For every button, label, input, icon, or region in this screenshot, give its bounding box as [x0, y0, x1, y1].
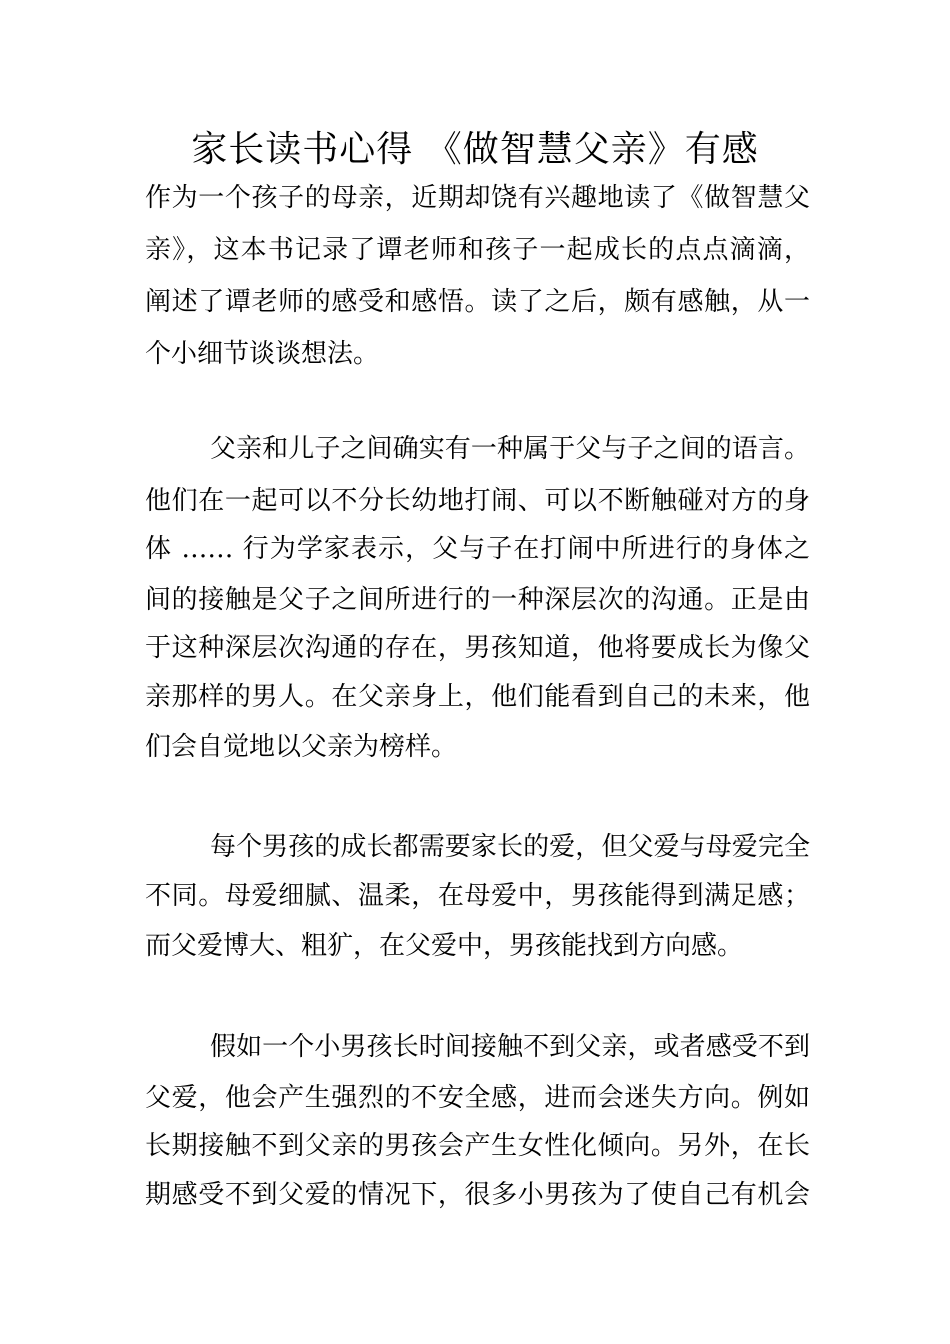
paragraph-2-line-3: 体 …… 行为学家表示，父与子在打闹中所进行的身体之	[145, 534, 810, 564]
paragraph-3-line-1: 每个男孩的成长都需要家长的爱，但父爱与母爱完全	[210, 832, 810, 862]
paragraph-3-line-3: 而父爱博大、粗犷，在父爱中，男孩能找到方向感。	[145, 931, 744, 961]
paragraph-4-line-4: 期感受不到父爱的情况下，很多小男孩为了使自己有机会	[145, 1180, 810, 1210]
paragraph-2-line-4: 间的接触是父子之间所进行的一种深层次的沟通。正是由	[145, 585, 810, 615]
paragraph-2-line-5: 于这种深层次沟通的存在，男孩知道，他将要成长为像父	[145, 633, 810, 663]
paragraph-2-line-6: 亲那样的男人。在父亲身上，他们能看到自己的未来，他	[145, 682, 810, 712]
paragraph-2-line-2: 他们在一起可以不分长幼地打闹、可以不断触碰对方的身	[145, 486, 810, 516]
paragraph-2-line-7: 们会自觉地以父亲为榜样。	[145, 732, 458, 762]
paragraph-2-line-1: 父亲和儿子之间确实有一种属于父与子之间的语言。	[210, 434, 810, 464]
paragraph-3-line-2: 不同。母爱细腻、温柔，在母爱中，男孩能得到满足感；	[145, 881, 810, 911]
paragraph-4-line-2: 父爱，他会产生强烈的不安全感，进而会迷失方向。例如	[145, 1083, 810, 1113]
paragraph-4-line-1: 假如一个小男孩长时间接触不到父亲，或者感受不到	[210, 1032, 810, 1062]
paragraph-4-line-3: 长期接触不到父亲的男孩会产生女性化倾向。另外，在长	[145, 1131, 810, 1161]
paragraph-1-line-4: 个小细节谈谈想法。	[145, 339, 380, 369]
document-title: 家长读书心得 《做智慧父亲》有感	[191, 129, 759, 170]
paragraph-1-line-1: 作为一个孩子的母亲，近期却饶有兴趣地读了《做智慧父	[145, 183, 810, 213]
paragraph-1-line-3: 阐述了谭老师的感受和感悟。读了之后，颇有感触，从一	[145, 287, 810, 317]
paragraph-1-line-2: 亲》，这本书记录了谭老师和孩子一起成长的点点滴滴，	[145, 235, 810, 265]
